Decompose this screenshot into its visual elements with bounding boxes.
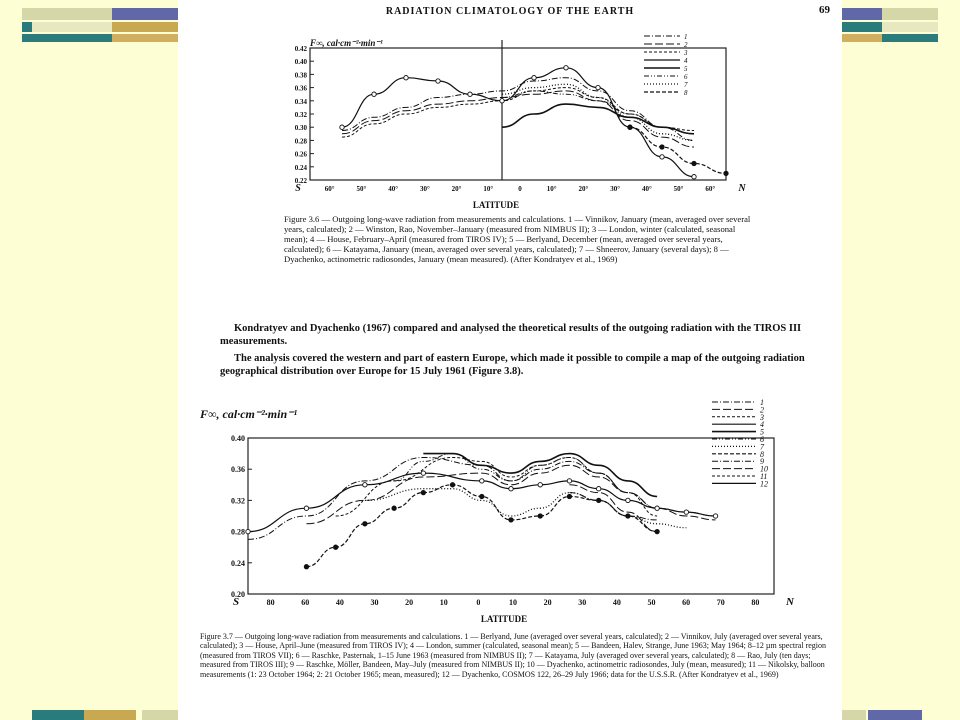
series-point-4	[660, 155, 664, 159]
series-point-4	[713, 514, 717, 518]
series-line-1	[342, 78, 694, 141]
figure-3-6-x-label: LATITUDE	[472, 200, 520, 210]
legend-label-8: 8	[684, 89, 688, 97]
figure-3-7-legend	[712, 398, 768, 488]
x-tick-label: N	[786, 596, 794, 608]
legend-label-1: 1	[760, 398, 764, 407]
x-tick-label: 10	[439, 598, 448, 607]
series-point-4	[626, 498, 630, 502]
x-tick-label: S	[232, 596, 240, 608]
x-tick-label: 30	[578, 598, 587, 607]
legend-label-8: 8	[760, 449, 764, 459]
series-point-8	[480, 494, 484, 498]
y-tick-label: 0.28	[294, 137, 307, 146]
legend-label-9: 9	[760, 457, 764, 467]
x-tick-label: 50°	[356, 185, 367, 193]
figure-3-6-axes	[295, 40, 747, 194]
series-point-4	[500, 99, 504, 103]
figure-3-6-legend	[644, 33, 688, 97]
x-tick-label: 60	[682, 598, 691, 607]
series-point-8	[392, 506, 396, 510]
x-tick-label: 30°	[610, 185, 621, 193]
y-tick-label: 0.32	[231, 496, 245, 506]
y-tick-label: 0.42	[294, 45, 307, 53]
legend-label-3: 3	[684, 49, 688, 57]
x-tick-label: 50°	[673, 185, 684, 193]
figure-3-7-y-unit: F∞, cal·cm⁻²·min⁻¹	[200, 407, 298, 421]
series-point-4	[304, 506, 308, 510]
body-paragraphs	[220, 322, 820, 382]
series-line-5	[423, 454, 657, 497]
x-tick-label: 20	[405, 598, 414, 607]
y-tick-label: 0.20	[231, 590, 245, 599]
series-line-4	[342, 68, 694, 177]
figure-3-6-caption-text: Figure 3.6 — Outgoing long-wave radiation from measurements and calculations. 1 — Vinnikov, January (mean, averaged over several years, calculated); 2 — Winston, Rao, November–January (measured from NIMBUS II); 3 — London, winter (calculated, seasonal mean); 4 — House, February–April (measured from TIROS IV); 5 — Berlyand, December (mean, averaged over several years, calculated); 6 — Katayama, January (mean, averaged over several years, calculated); 7 — Shneerov, January (several days); 8 — Dyachenko, actinometric radiosondes, January (mean measured). (After Kondratyev et al., 1969)	[284, 214, 751, 264]
y-tick-label: 0.30	[294, 124, 307, 133]
legend-label-7: 7	[684, 81, 688, 89]
series-point-4	[538, 483, 542, 487]
legend-label-3: 3	[760, 412, 764, 422]
y-tick-label: 0.40	[231, 434, 245, 443]
series-point-4	[532, 76, 536, 80]
paragraph-2: The analysis covered the western and part of eastern Europe, which made it possible to compile a map of the outgoing radiation geographical distribution over Europe for 15 July 1961 (Figure 3.8).	[220, 353, 805, 377]
legend-label-5: 5	[684, 65, 688, 73]
series-line-3	[342, 88, 694, 138]
legend-label-10: 10	[760, 464, 768, 474]
series-point-4	[340, 125, 344, 129]
series-point-8	[538, 514, 542, 518]
series-point-4	[246, 529, 250, 533]
x-tick-label: 20	[543, 598, 552, 607]
y-tick-label: 0.24	[294, 163, 307, 172]
legend-label-1: 1	[684, 33, 688, 41]
series-line-9	[569, 493, 657, 520]
series-point-4	[564, 66, 568, 70]
series-point-8	[628, 125, 632, 129]
running-header: RADIATION CLIMATOLOGY OF THE EARTH	[385, 6, 635, 17]
page-number: 69	[819, 4, 830, 16]
x-tick-label: 60	[301, 598, 310, 607]
figure-3-7-series	[246, 454, 718, 569]
legend-label-6: 6	[760, 435, 764, 444]
x-tick-label: 40	[335, 598, 344, 607]
x-tick-label: 10	[509, 598, 517, 607]
y-tick-label: 0.28	[231, 527, 245, 537]
x-tick-label: 80	[266, 598, 275, 607]
deco-bar-top-left	[22, 8, 178, 42]
legend-label-2: 2	[684, 41, 688, 49]
series-point-4	[436, 79, 440, 83]
y-tick-label: 0.38	[294, 71, 307, 80]
x-tick-label: 20°	[578, 185, 589, 193]
y-tick-label: 0.40	[294, 58, 307, 67]
x-tick-label: 40°	[641, 185, 652, 193]
legend-label-5: 5	[760, 427, 764, 437]
legend-label-4: 4	[760, 420, 764, 430]
x-tick-label: 30	[370, 598, 379, 607]
series-point-4	[363, 483, 367, 487]
deco-bar-bottom-left	[32, 710, 178, 720]
figure-3-6-series	[340, 66, 728, 179]
x-tick-label: 20°	[451, 185, 462, 193]
deco-bar-bottom-right	[842, 710, 922, 720]
deco-bar-top-right	[842, 8, 938, 42]
figure-3-7-chart	[178, 396, 842, 628]
paragraph-1: Kondratyev and Dyachenko (1967) compared and analysed the theoretical results of the outgoing radiation with the TIROS III measurements.	[220, 323, 802, 347]
series-point-4	[404, 76, 408, 80]
series-point-8	[692, 161, 696, 165]
x-tick-label: 60°	[324, 185, 335, 193]
series-point-4	[567, 479, 571, 483]
series-point-4	[468, 92, 472, 96]
y-tick-label: 0.26	[294, 150, 307, 159]
series-point-8	[304, 565, 308, 569]
figure-3-7-caption-text: Figure 3.7 — Outgoing long-wave radiation from measurements and calculations. 1 — Berlyand, June (averaged over several years, calculated); 2 — Vinnikov, July (averaged over several years, calculated); 3 — House, April–June (measured from TIROS IV); 4 — London, summer (calculated, seasonal mean); 5 — Bandeen, Halev, Strange, June 1963; May 1964; 8–12 µm spectral region (measured from TIROS VII); 6 — Raschke, Pasternak, 1–15 June 1963 (measured from NIMBUS II); 7 — Katayama, July (averaged over several years, calculated); 8 — Rao, July (ten days; measured from TIROS III); 9 — Raschke, Möller, Bandeen, May–July (measured from NIMBUS II); 10 — Dyachenko, actinometric radiosondes, July (mean, measured); 11 — Nikolsky, balloon measurements (1: 23 October 1964; 2: 21 October 1965; mean, measured); 12 — Dyachenko, COSMOS 122, 26–29 July 1966; data for the U.S.S.R. (After Kondratyev et al., 1969)	[200, 632, 827, 679]
figure-3-6-chart	[178, 18, 842, 230]
legend-label-6: 6	[684, 73, 688, 81]
x-tick-label: 40	[612, 598, 621, 607]
series-line-7	[502, 84, 694, 140]
series-point-8	[421, 490, 425, 494]
series-point-4	[480, 479, 484, 483]
legend-label-11: 11	[760, 472, 768, 481]
x-tick-label: 0	[518, 185, 522, 193]
series-point-8	[724, 171, 728, 175]
y-tick-label: 0.32	[294, 111, 307, 119]
series-point-4	[421, 471, 425, 475]
series-point-4	[596, 487, 600, 491]
x-tick-label: S	[295, 183, 301, 194]
x-tick-label: 10°	[546, 185, 557, 193]
series-point-8	[567, 494, 571, 498]
series-line-7	[365, 489, 686, 528]
series-point-8	[363, 522, 367, 526]
x-tick-label: 40°	[388, 185, 399, 193]
series-point-8	[509, 518, 513, 522]
plot-frame	[248, 438, 774, 594]
scanned-page	[178, 0, 842, 720]
series-point-4	[655, 506, 659, 510]
x-tick-label: 80	[751, 598, 760, 607]
x-tick-label: 60°	[705, 185, 716, 193]
series-line-5	[502, 104, 694, 134]
figure-3-6-caption	[284, 214, 758, 264]
y-tick-label: 0.36	[294, 84, 307, 93]
x-tick-label: 0	[476, 598, 481, 607]
series-point-8	[660, 145, 664, 149]
series-point-4	[692, 175, 696, 179]
legend-label-4: 4	[684, 57, 688, 65]
figure-3-7-caption	[200, 632, 828, 679]
y-tick-label: 0.36	[231, 465, 245, 475]
legend-label-12: 12	[760, 479, 768, 489]
series-point-4	[596, 85, 600, 89]
legend-label-7: 7	[760, 442, 764, 452]
y-tick-label: 0.24	[231, 558, 245, 568]
x-tick-label: 70	[716, 598, 725, 607]
series-point-4	[684, 510, 688, 514]
series-point-4	[509, 487, 513, 491]
y-tick-label: 0.22	[294, 177, 307, 185]
x-tick-label: 50	[647, 598, 656, 607]
series-point-8	[450, 483, 454, 487]
x-tick-label: 30°	[419, 185, 430, 193]
series-point-4	[372, 92, 376, 96]
series-point-8	[333, 545, 337, 549]
y-tick-label: 0.34	[294, 97, 307, 106]
figure-3-7-x-label: LATITUDE	[480, 614, 528, 624]
x-tick-label: 10°	[483, 185, 494, 193]
x-tick-label: N	[738, 183, 746, 194]
figure-3-6-y-unit: F∞, cal·cm⁻²·min⁻¹	[310, 38, 383, 48]
legend-label-2: 2	[760, 405, 764, 415]
